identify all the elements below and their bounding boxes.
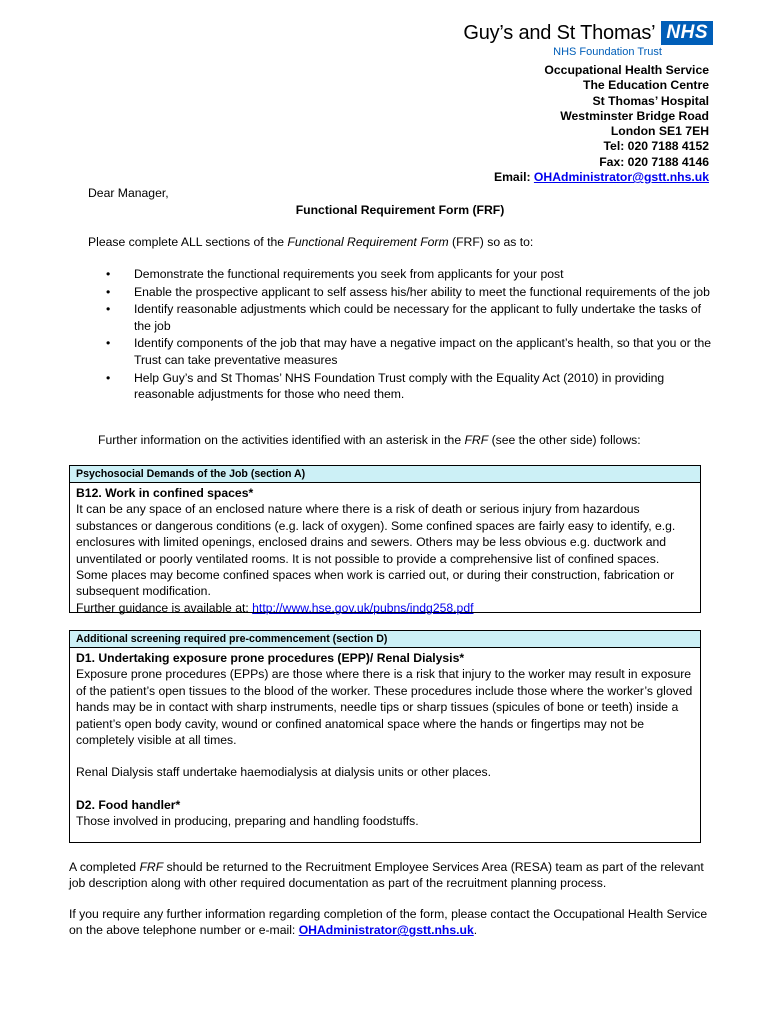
email-label: Email: bbox=[493, 170, 534, 185]
intro-text-italic: Functional Requirement Form bbox=[287, 235, 449, 249]
further-info-line bbox=[98, 433, 641, 447]
guidance-line bbox=[76, 600, 694, 616]
guidance-label: Further guidance is available at: bbox=[76, 600, 253, 615]
return-text-1: A completed bbox=[69, 860, 140, 874]
list-item bbox=[106, 266, 716, 283]
section-a-header: Psychosocial Demands of the Job (section A) bbox=[70, 466, 700, 483]
bullet-icon: • bbox=[106, 267, 111, 281]
b12-title: B12. Work in confined spaces* bbox=[76, 486, 254, 500]
d2-text: Those involved in producing, preparing and handling foodstuffs. bbox=[76, 814, 419, 829]
section-d-body bbox=[70, 648, 700, 834]
return-text-2: should be returned to the Recruitment Employee Services Area (RESA) team as part of the relevant job description along with other required documentation as part of the recruitment planning process. bbox=[69, 860, 704, 891]
section-d-box bbox=[69, 630, 701, 843]
address-line: Occupational Health Service bbox=[544, 63, 709, 77]
list-item-text: Enable the prospective applicant to self assess his/her ability to meet the functional requirements of the job bbox=[134, 284, 710, 299]
bullet-icon: • bbox=[106, 370, 111, 385]
d2-title: D2. Food handler* bbox=[76, 797, 181, 812]
intro-text-2: (FRF) so as to: bbox=[448, 235, 534, 249]
address-line: London SE1 7EH bbox=[610, 124, 709, 139]
further-text-2: (see the other side) follows: bbox=[488, 433, 641, 447]
contact-end: . bbox=[473, 923, 478, 938]
section-a-body bbox=[70, 483, 700, 620]
form-title-text: Functional Requirement Form (FRF) bbox=[295, 203, 505, 217]
list-item bbox=[106, 335, 716, 368]
form-title bbox=[0, 203, 768, 217]
telephone-line: Tel: 020 7188 4152 bbox=[603, 139, 709, 154]
address-block bbox=[494, 63, 709, 185]
hse-guidance-link[interactable]: http://www.hse.gov.uk/pubns/indg258.pdf bbox=[252, 600, 474, 615]
list-item bbox=[106, 284, 716, 301]
d1-renal-text: Renal Dialysis staff undertake haemodialysis at dialysis units or other places. bbox=[76, 765, 492, 780]
intro-text-1: Please complete ALL sections of the bbox=[88, 235, 288, 249]
return-instructions bbox=[69, 859, 719, 892]
section-a-box bbox=[69, 465, 701, 613]
address-line: Westminster Bridge Road bbox=[560, 108, 709, 123]
email-line bbox=[494, 170, 709, 185]
list-item bbox=[106, 301, 716, 334]
list-item-text: Identify components of the job that may have a negative impact on the applicant’s health, so that you or the Trust can take preventative measures bbox=[134, 336, 712, 367]
list-item-text: Demonstrate the functional requirements you seek from applicants for your post bbox=[134, 267, 564, 281]
further-text-italic: FRF bbox=[464, 433, 489, 447]
b12-text: It can be any space of an enclosed nature where there is a risk of death or serious injury from hazardous substances or dangerous conditions (e.g. lack of oxygen). Some confined spaces are fairly easy to identify, e.g. enclosures with limited openings, enclosed drains and sewers. Others may be less obvious e.g. ductwork and unventilated or poorly ventilated rooms. It is not possible to provide a comprehensive list of confined spaces. Some places may become confined spaces when work is carried out, or during their construction, fabrication or subsequent modification. bbox=[76, 502, 676, 599]
further-text-1: Further information on the activities identified with an asterisk in the bbox=[98, 433, 465, 447]
address-line: St Thomas’ Hospital bbox=[592, 93, 709, 108]
contact-email-link[interactable]: OHAdministrator@gstt.nhs.uk bbox=[298, 923, 474, 938]
contact-text: If you require any further information regarding completion of the form, please contact the Occupational Health Service on the above telephone number or e-mail: bbox=[69, 907, 708, 938]
return-text-italic: FRF bbox=[139, 860, 164, 874]
greeting: Dear Manager, bbox=[88, 186, 169, 200]
list-item-text: Identify reasonable adjustments which could be necessary for the applicant to fully undertake the tasks of the job bbox=[134, 302, 702, 333]
contact-paragraph bbox=[69, 906, 719, 939]
address-line: The Education Centre bbox=[583, 78, 709, 93]
bullet-icon: • bbox=[106, 284, 111, 299]
list-item-text: Help Guy’s and St Thomas’ NHS Foundation Trust comply with the Equality Act (2010) in providing reasonable adjustments for those who need them. bbox=[134, 370, 665, 402]
fax-line: Fax: 020 7188 4146 bbox=[599, 154, 709, 169]
logo-org-name: Guy’s and St Thomas’ bbox=[463, 21, 656, 44]
header-email-link[interactable]: OHAdministrator@gstt.nhs.uk bbox=[533, 170, 709, 185]
bullet-icon: • bbox=[106, 302, 111, 317]
list-item bbox=[106, 370, 716, 403]
trust-logo bbox=[463, 21, 713, 58]
intro-paragraph bbox=[88, 235, 533, 249]
d1-text: Exposure prone procedures (EPPs) are those where there is a risk that injury to the worker may result in exposure of the patient’s open tissues to the blood of the worker. These procedures include those where the worker’s gloved hands may be in contact with sharp instruments, needle tips or sharp tissues (spicules of bone or teeth) inside a patient’s open body cavity, wound or confined anatomical space where the hands or fingertips may not be completely visible at all times. bbox=[76, 667, 693, 748]
bullet-icon: • bbox=[106, 336, 111, 351]
section-d-header: Additional screening required pre-commencement (section D) bbox=[70, 631, 700, 648]
logo-subtitle: NHS Foundation Trust bbox=[553, 46, 662, 58]
nhs-badge: NHS bbox=[661, 21, 713, 45]
d1-title: D1. Undertaking exposure prone procedures (EPP)/ Renal Dialysis* bbox=[76, 651, 465, 665]
purpose-list bbox=[106, 266, 716, 404]
